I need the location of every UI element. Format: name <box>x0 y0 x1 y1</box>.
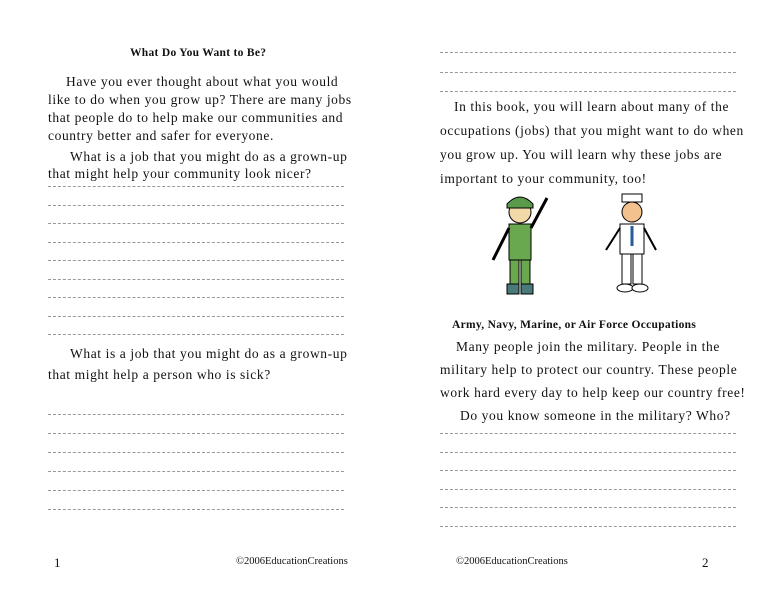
answer-line[interactable] <box>48 471 344 472</box>
intro-line: Have you ever thought about what you would <box>66 74 339 89</box>
answer-line[interactable] <box>48 490 344 491</box>
intro-line: like to do when you grow up? There are many jobs <box>48 92 352 107</box>
body-line: Do you know someone in the military? Who? <box>460 408 731 423</box>
answer-line[interactable] <box>440 72 736 73</box>
answer-line[interactable] <box>48 414 344 415</box>
intro-line: that people do to help make our communities and <box>48 110 344 125</box>
answer-line[interactable] <box>48 205 344 206</box>
answer-line[interactable] <box>48 509 344 510</box>
intro-line: country better and safer for everyone. <box>48 128 274 143</box>
question-2: What is a job that you might do as a grown-up <box>70 346 348 361</box>
answer-line[interactable] <box>48 279 344 280</box>
answer-line[interactable] <box>48 242 344 243</box>
body-line: work hard every day to help keep our country free! <box>440 385 746 400</box>
answer-line[interactable] <box>440 452 736 453</box>
body-line: Many people join the military. People in the <box>456 339 720 354</box>
intro-line: occupations (jobs) that you might want to do when <box>440 123 744 138</box>
answer-line[interactable] <box>440 91 736 92</box>
question-1: What is a job that you might do as a grown-up <box>70 149 348 164</box>
section-heading: Army, Navy, Marine, or Air Force Occupations <box>452 319 697 331</box>
answer-line[interactable] <box>440 52 736 53</box>
question-2: that might help a person who is sick? <box>48 367 271 382</box>
soldier-illustration <box>485 190 555 300</box>
page-title: What Do You Want to Be? <box>130 47 267 59</box>
copyright: ©2006EducationCreations <box>456 556 568 567</box>
intro-line: In this book, you will learn about many of the <box>454 99 730 114</box>
sailor-illustration <box>598 190 668 300</box>
answer-line[interactable] <box>440 433 736 434</box>
page-number: 2 <box>702 555 709 570</box>
answer-line[interactable] <box>48 452 344 453</box>
answer-line[interactable] <box>48 223 344 224</box>
copyright: ©2006EducationCreations <box>236 556 348 567</box>
question-1: that might help your community look nicer? <box>48 166 312 181</box>
page-number: 1 <box>54 555 61 570</box>
intro-line: you grow up. You will learn why these jobs are <box>440 147 723 162</box>
answer-line[interactable] <box>48 186 344 187</box>
answer-line[interactable] <box>440 489 736 490</box>
answer-line[interactable] <box>48 297 344 298</box>
answer-line[interactable] <box>440 526 736 527</box>
answer-line[interactable] <box>48 316 344 317</box>
answer-line[interactable] <box>48 334 344 335</box>
answer-line[interactable] <box>48 260 344 261</box>
body-line: military help to protect our country. These people <box>440 362 738 377</box>
answer-line[interactable] <box>48 433 344 434</box>
answer-line[interactable] <box>440 470 736 471</box>
answer-line[interactable] <box>440 507 736 508</box>
intro-line: important to your community, too! <box>440 171 647 186</box>
